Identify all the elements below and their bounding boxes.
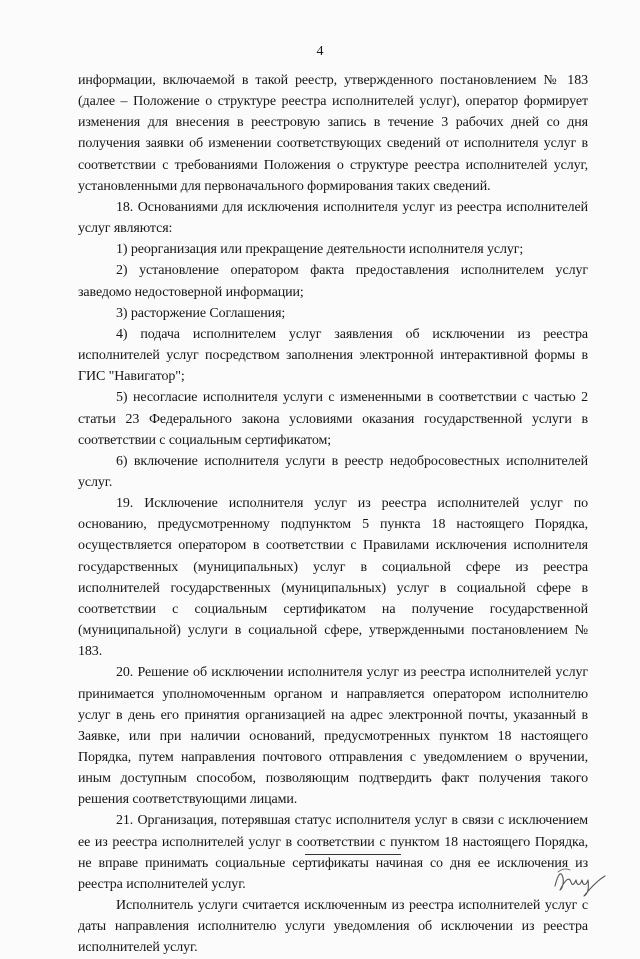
- document-body: [78, 70, 588, 959]
- paragraph-final: Исполнитель услуги считается исключенным из реестра исполнителей услуг с даты направления исполнителю услуги уведомления об исключении из реестра исполнителей услуг.: [78, 898, 588, 956]
- signature-icon: [552, 862, 608, 898]
- paragraph-21: 21. Организация, потерявшая статус исполнителя услуг в связи с исключением ее из реестра исполнителей услуг в соответствии с пунктом 18 настоящего Порядка, не вправе принимать социальные сертификаты начиная со дня ее исключения из реестра исполнителей услуг.: [78, 813, 588, 892]
- list-item-6: 6) включение исполнителя услуги в реестр недобросовестных исполнителей услуг.: [78, 453, 588, 490]
- list-item-1: 1) реорганизация или прекращение деятельности исполнителя услуг;: [116, 242, 524, 258]
- list-item-3: 3) расторжение Соглашения;: [116, 305, 286, 321]
- paragraph-continuation: информации, включаемой в такой реестр, утвержденного постановлением № 183 (далее – Положение о структуре реестра исполнителей услуг), оператор формирует изменения для внесения в реестровую запись в течение 3 рабочих дней со дня получения заявки об изменении соответствующих сведений от исполнителя услуг в соответствии с требованиями Положения о структуре реестра исполнителей услуг, установленными для первоначального формирования таких сведений.: [78, 73, 588, 194]
- paragraph-18: 18. Основаниями для исключения исполнителя услуг из реестра исполнителей услуг являются:: [78, 199, 588, 237]
- end-rule: [305, 854, 401, 855]
- paragraph-20: 20. Решение об исключении исполнителя услуг из реестра исполнителей услуг принимается уполномоченным органом и направляется оператором исполнителю услуг в день его принятия организацией на адрес электронной почты, указанный в Заявке, или при наличии оснований, предусмотренных пунктом 18 настоящего Порядка, путем направления почтового отправления с уведомлением о вручении, иным доступным способом, позволяющим подтвердить факт получения такого решения соответствующими лицами.: [78, 665, 588, 808]
- list-item-5: 5) несогласие исполнителя услуги с измененными в соответствии с частью 2 статьи 23 Федерального закона условиями оказания государственной услуги в соответствии с социальным сертификатом;: [78, 390, 588, 448]
- list-item-2: 2) установление оператором факта предоставления исполнителем услуг заведомо недостоверной информации;: [78, 263, 588, 300]
- paragraph-19: 19. Исключение исполнителя услуг из реестра исполнителей услуг по основанию, предусмотренному подпунктом 5 пункта 18 настоящего Порядка, осуществляется оператором в соответствии с Правилами исключения исполнителя государственных (муниципальных) услуг в социальной сфере из реестра исполнителей государственных (муниципальных) услуг в социальной сфере в соответствии с социальным сертификатом на получение государственной (муниципальной) услуги в социальной сфере, утвержденными постановлением № 183.: [78, 496, 588, 660]
- page-number: 4: [316, 44, 324, 59]
- list-item-4: 4) подача исполнителем услуг заявления об исключении из реестра исполнителей услуг посредством заполнения электронной интерактивной формы в ГИС "Навигатор";: [78, 326, 588, 385]
